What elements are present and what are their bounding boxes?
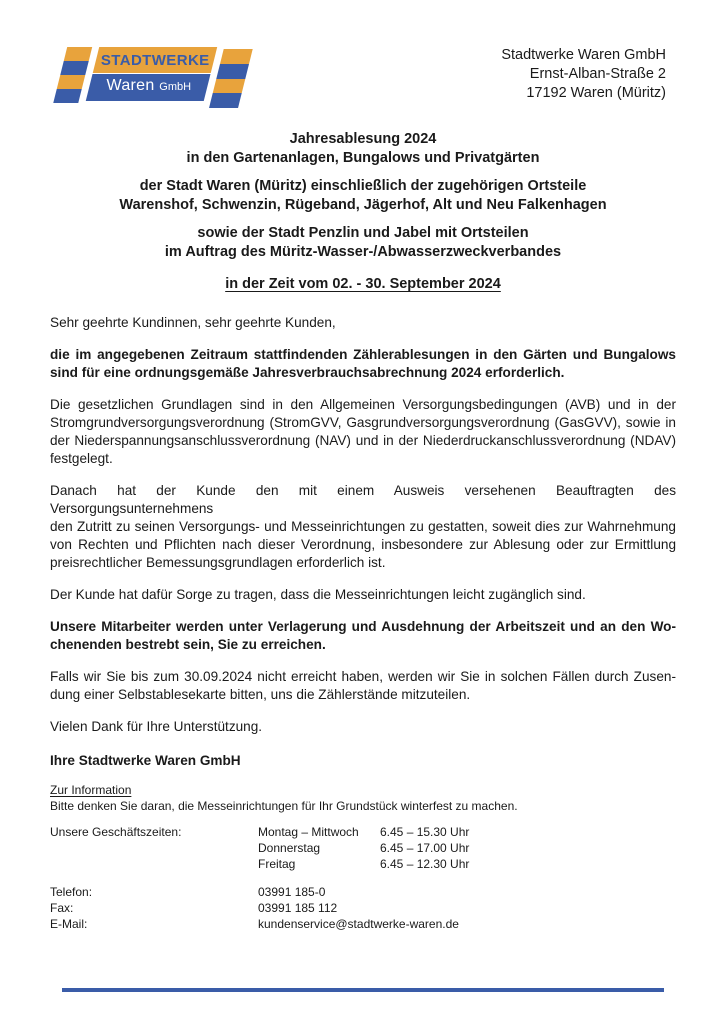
hours-day: Montag – Mittwoch — [258, 825, 359, 839]
paragraph-line: von Rechten und Pflichten nach dieser Verordnung, insbesondere zur Ablesung oder zur Ermittlung — [50, 537, 676, 552]
info-section — [50, 782, 676, 932]
title-line: Jahresablesung 2024 — [289, 131, 437, 147]
logo-stripe — [53, 89, 81, 103]
title-line: im Auftrag des Müritz-Wasser-/Abwasserzweckverbandes — [164, 244, 562, 260]
title-group — [50, 177, 676, 215]
contact-label: Telefon: — [50, 885, 93, 899]
hours-time: 6.45 – 17.00 Uhr — [380, 841, 470, 855]
sender-address-line: Ernst-Alban-Straße 2 — [529, 66, 666, 82]
contact-table — [50, 884, 676, 932]
hours-time: 6.45 – 15.30 Uhr — [380, 825, 470, 839]
footer-divider — [62, 988, 664, 992]
paragraph-easy-access — [50, 586, 676, 604]
contact-value: 03991 185-0 — [258, 885, 326, 899]
logo-stripe — [209, 93, 242, 108]
logo-stripe — [220, 49, 253, 64]
title-line: der Stadt Waren (Müritz) einschließlich der zugehörigen Ortsteile — [139, 178, 587, 194]
salutation: Sehr geehrte Kundinnen, sehr geehrte Kunden, — [50, 315, 336, 330]
title-group — [50, 224, 676, 262]
thanks-line: Vielen Dank für Ihre Unterstützung. — [50, 719, 263, 734]
contact-label: E-Mail: — [50, 917, 88, 931]
sender-address-line: Stadtwerke Waren GmbH — [501, 47, 666, 63]
paragraph-line: die im angegebenen Zeitraum stattfindenden Zählerablesungen in den Gärten und Bungalows — [50, 347, 676, 362]
paragraph-self-reading — [50, 668, 676, 704]
contact-value: kundenservice@stadtwerke-waren.de — [258, 917, 459, 931]
logo-stripe — [64, 47, 92, 61]
paragraph-line: der Niederspannungsanschlussverordnung (NAV) und in der Niederdruckanschlussverordnung (NDAV) — [50, 433, 676, 448]
hours-label: Unsere Geschäftszeiten: — [50, 825, 182, 839]
hours-spacer — [50, 856, 258, 872]
sender-address-line: 17192 Waren (Müritz) — [526, 85, 666, 101]
contact-value: 03991 185 112 — [258, 901, 338, 915]
reading-period-line: in der Zeit vom 02. - 30. September 2024 — [225, 276, 501, 292]
signature-line: Ihre Stadtwerke Waren GmbH — [50, 753, 241, 768]
hours-day: Donnerstag — [258, 841, 321, 855]
paragraph-line: sind für eine ordnungsgemäße Jahresverbrauchsabrechnung 2024 erforderlich. — [50, 365, 565, 380]
title-line: sowie der Stadt Penzlin und Jabel mit Ortsteilen — [197, 225, 529, 241]
paragraph-line: Danach hat der Kunde den mit einem Ausweis versehenen Beauftragten des Versorgungsunternehmens — [50, 483, 676, 516]
info-heading: Zur Information — [50, 783, 132, 797]
paragraph-line: Unsere Mitarbeiter werden unter Verlagerung und Ausdehnung der Arbeitszeit und an den Wo- — [50, 619, 676, 634]
title-line: Warenshof, Schwenzin, Rügeband, Jägerhof, Alt und Neu Falkenhagen — [119, 197, 607, 213]
paragraph-line: Der Kunde hat dafür Sorge zu tragen, dass die Messeinrichtungen leicht zugänglich sind. — [50, 587, 586, 602]
logo-main — [86, 47, 217, 101]
logo-title-text: STADTWERKE — [100, 51, 210, 69]
paragraph-line: festgelegt. — [50, 451, 113, 466]
business-hours-table — [50, 824, 676, 872]
hours-time: 6.45 – 12.30 Uhr — [380, 857, 470, 871]
logo-subtitle-suffix: GmbH — [158, 81, 191, 93]
logo-stripe — [60, 61, 88, 75]
paragraph-line: den Zutritt zu seinen Versorgungs- und Messeinrichtungen zu gestatten, soweit dies zur Wahrnehmung — [50, 519, 676, 534]
letter-body — [50, 314, 676, 770]
logo-shape — [50, 44, 258, 108]
logo-title-band — [93, 47, 217, 73]
logo-stripe — [57, 75, 85, 89]
paragraph-line: Falls wir Sie bis zum 30.09.2024 nicht erreicht haben, werden wir Sie in solchen Fällen durch Zusen- — [50, 669, 676, 684]
logo-stripe — [216, 64, 249, 79]
paragraph-line: chenenden bestrebt sein, Sie zu erreichen. — [50, 637, 326, 652]
paragraph-line: Die gesetzlichen Grundlagen sind in den Allgemeinen Versorgungsbedingungen (AVB) und in der — [50, 397, 676, 412]
contact-label: Fax: — [50, 901, 74, 915]
paragraph-line: Stromgrundversorgungsverordnung (StromGVV, Gasgrundversorgungsverordnung (GasGVV), sowie in — [50, 415, 676, 430]
logo-subtitle-text: Waren — [106, 77, 155, 94]
company-logo — [58, 44, 250, 108]
hours-day: Freitag — [258, 857, 296, 871]
logo-subtitle-band — [86, 74, 211, 101]
hours-spacer — [50, 840, 258, 856]
paragraph-line: dung einer Selbstablesekarte bitten, uns die Zählerstände mitzuteilen. — [50, 687, 471, 702]
title-group — [50, 130, 676, 168]
paragraph-access-right — [50, 482, 676, 572]
logo-stripe — [213, 79, 246, 94]
document-title-block — [50, 130, 676, 294]
title-line: in den Gartenanlagen, Bungalows und Privatgärten — [186, 150, 540, 166]
logo-right-stripes — [209, 49, 253, 108]
paragraph-bold-worktime — [50, 618, 676, 654]
paragraph-line: preisrechtlicher Bemessungsgrundlagen erforderlich ist. — [50, 555, 386, 570]
letterhead — [50, 44, 676, 106]
sender-address — [501, 46, 666, 103]
info-note: Bitte denken Sie daran, die Messeinrichtungen für Ihr Grundstück winterfest zu machen. — [50, 799, 518, 813]
paragraph-bold-intro — [50, 346, 676, 382]
paragraph-legal-basis — [50, 396, 676, 468]
